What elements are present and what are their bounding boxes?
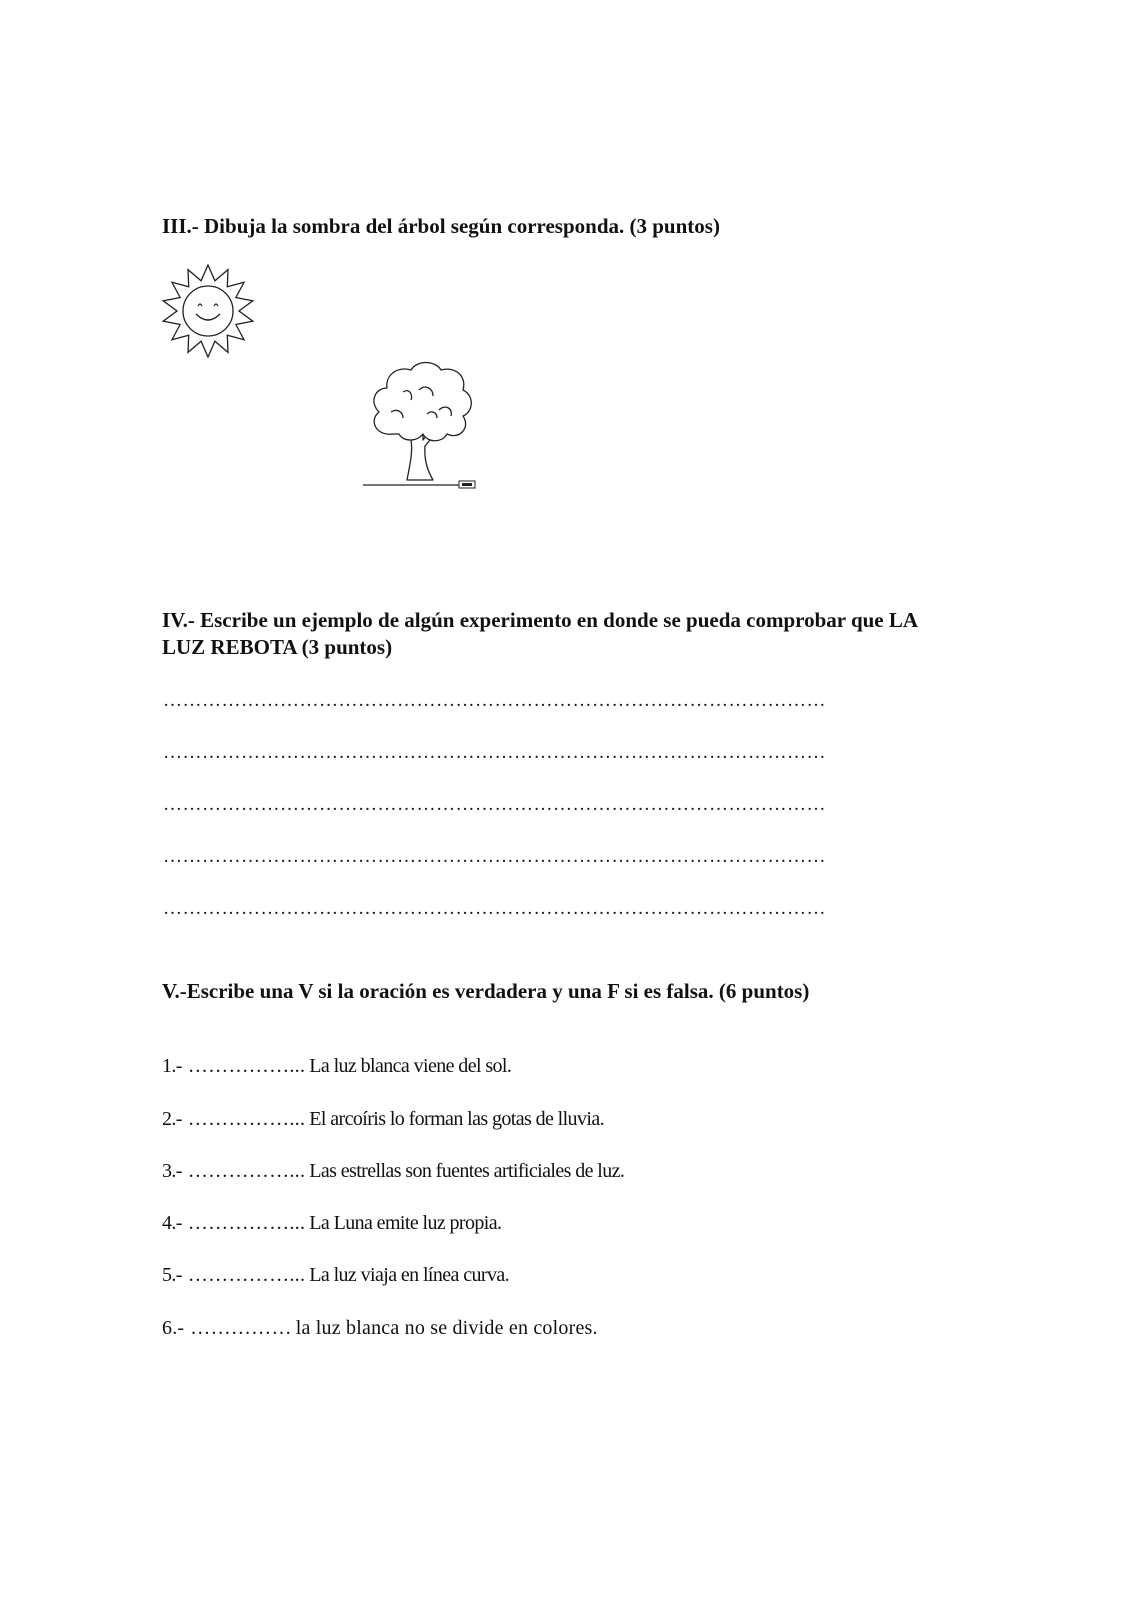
section-4-heading: IV.- Escribe un ejemplo de algún experimento en donde se pueda comprobar que LA LUZ REBOTA (3 puntos) (162, 608, 917, 659)
answer-blank[interactable]: …………… (190, 1317, 292, 1339)
item-number: 4.- (162, 1212, 182, 1234)
answer-line[interactable]: ………………………………………………………………………………………… (163, 794, 826, 815)
list-item (162, 1107, 604, 1131)
statement-text: El arcoíris lo forman las gotas de lluvia. (309, 1108, 604, 1130)
statement-text: La luz blanca viene del sol. (309, 1055, 512, 1077)
list-item (162, 1211, 501, 1235)
statement-text: la luz blanca no se divide en colores. (295, 1317, 598, 1339)
section-5-heading: V.-Escribe una V si la oración es verdadera y una F si es falsa. (6 puntos) (162, 979, 810, 1003)
item-number: 1.- (162, 1055, 182, 1077)
statement-text: La luz viaja en línea curva. (309, 1264, 510, 1286)
answer-line[interactable]: ………………………………………………………………………………………… (163, 690, 826, 711)
answer-blank[interactable]: ……………... (187, 1264, 306, 1286)
sun-icon (160, 264, 256, 358)
answer-blank[interactable]: ……………... (187, 1212, 306, 1234)
list-item (162, 1159, 624, 1183)
item-number: 2.- (162, 1108, 182, 1130)
statement-text: Las estrellas son fuentes artificiales de luz. (309, 1160, 625, 1182)
answer-blank[interactable]: ……………... (187, 1055, 306, 1077)
list-item (162, 1263, 509, 1287)
item-number: 3.- (162, 1160, 182, 1182)
answer-blank[interactable]: ……………... (187, 1160, 306, 1182)
list-item (162, 1316, 598, 1340)
tree-icon (363, 354, 481, 502)
answer-line[interactable]: ………………………………………………………………………………………… (163, 898, 826, 919)
item-number: 6.- (162, 1317, 185, 1339)
section-3-heading: III.- Dibuja la sombra del árbol según corresponda. (3 puntos) (162, 214, 720, 238)
answer-line[interactable]: ………………………………………………………………………………………… (163, 742, 826, 763)
answer-line[interactable]: ………………………………………………………………………………………… (163, 846, 826, 867)
answer-blank[interactable]: ……………... (187, 1108, 306, 1130)
item-number: 5.- (162, 1264, 182, 1286)
statement-text: La Luna emite luz propia. (309, 1212, 502, 1234)
list-item (162, 1054, 511, 1078)
